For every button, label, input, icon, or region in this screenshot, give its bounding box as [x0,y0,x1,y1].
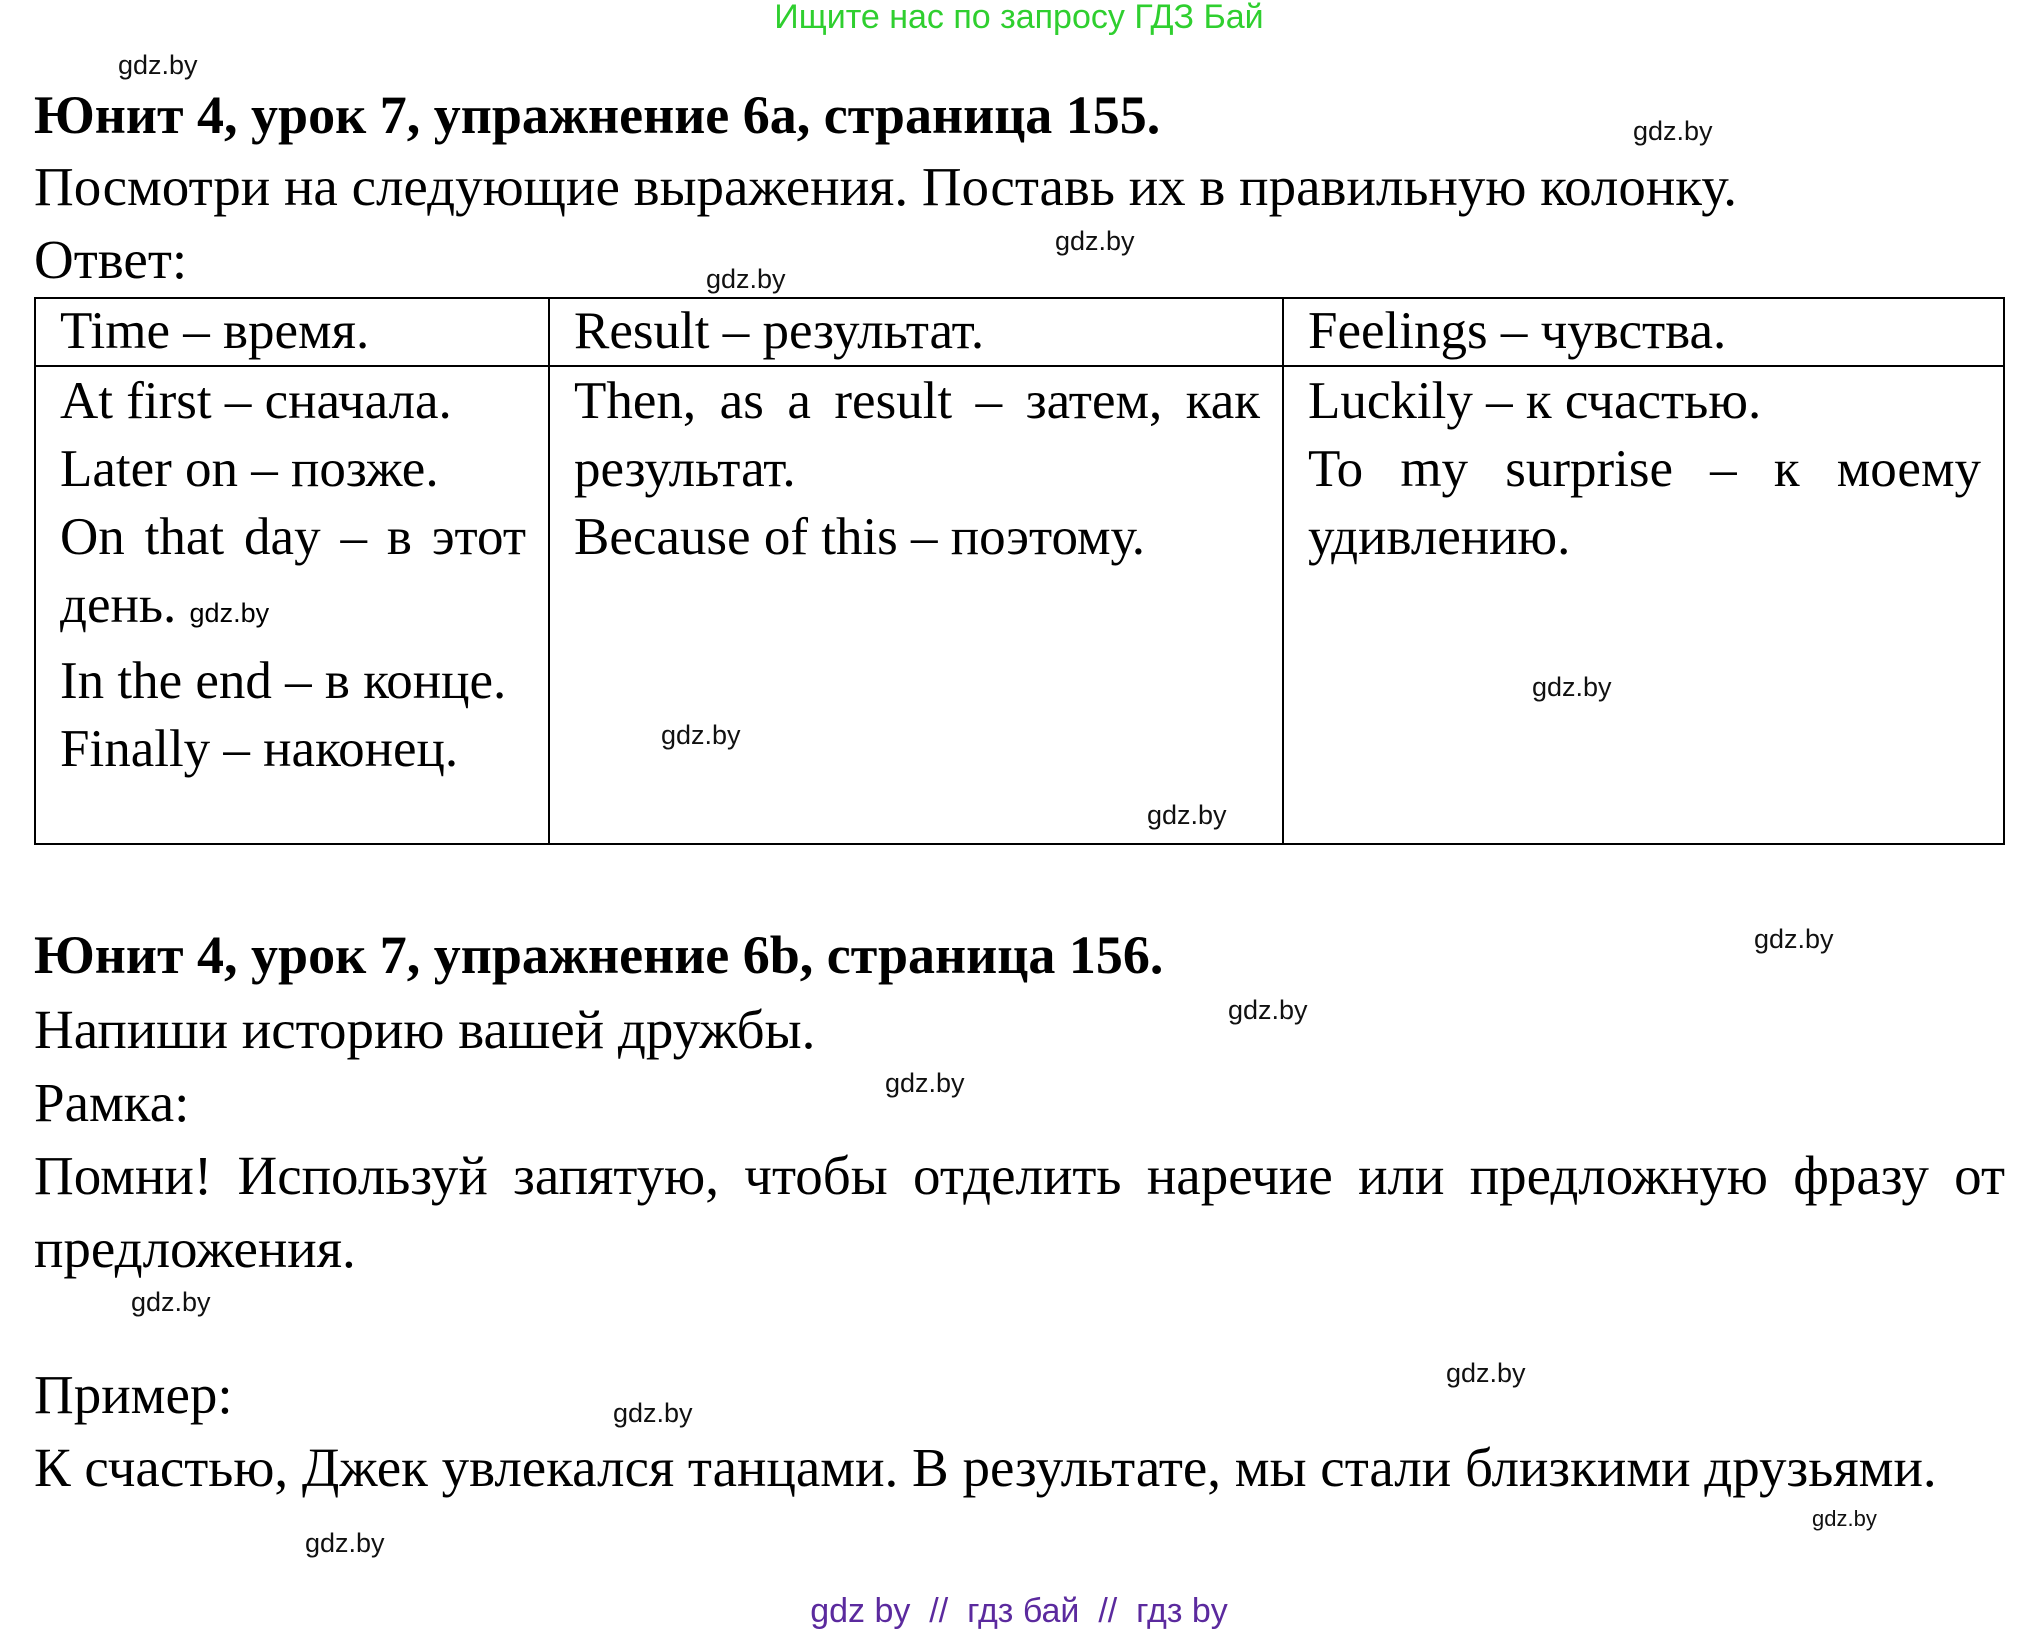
header-result: Result – результат. [549,298,1283,366]
list-item: Because of this – поэтому. [574,508,1145,566]
watermark: gdz.by [1055,226,1135,256]
watermark: gdz.by [1446,1358,1526,1388]
search-banner: Ищите нас по запросу ГДЗ Бай [774,0,1264,36]
reminder-text: Помни! Используй запятую, чтобы отделить наречие или предложную фразу от предложения. [34,1145,2005,1279]
watermark: gdz.by [1754,924,1834,954]
watermark: gdz.by [1633,116,1713,146]
list-item: At first – сначала. [60,372,452,430]
list-item: Then, as a result – затем, как результат. [574,372,1260,498]
section2-instruction: Напиши историю вашей дружбы. [34,999,816,1060]
watermark: gdz.by [1228,995,1308,1025]
watermark: gdz.by [885,1068,965,1098]
example-text: К счастью, Джек увлекался танцами. В результате, мы стали близкими друзьями. [34,1437,1937,1498]
example-label: Пример: [34,1364,233,1425]
watermark: gdz.by [131,1287,211,1317]
table-header-row [35,298,2004,366]
watermark: gdz.by [118,50,198,80]
feelings-cell [1283,366,2004,844]
watermark: gdz.by [661,720,741,750]
watermark: gdz.by [706,264,786,294]
header-time: Time – время. [35,298,549,366]
list-item [60,503,526,647]
list-item: Finally – наконец. [60,720,459,778]
footer-links[interactable]: gdz by // гдз бай // гдз by [810,1592,1228,1630]
list-item: To my surprise – к моему удивлению. [1308,440,1981,566]
watermark: gdz.by [305,1528,385,1558]
watermark: gdz.by [1812,1506,1877,1531]
watermark: gdz.by [189,598,270,628]
section2-title: Юнит 4, урок 7, упражнение 6b, страница 156. [34,925,1164,985]
watermark: gdz.by [1147,800,1227,830]
result-cell [549,366,1283,844]
watermark: gdz.by [1532,672,1612,702]
list-item: In the end – в конце. [60,652,507,710]
answer-table [34,297,2005,845]
list-item: Luckily – к счастью. [1308,372,1762,430]
answer-label: Ответ: [34,229,188,290]
frame-label: Рамка: [34,1072,190,1133]
header-feelings: Feelings – чувства. [1283,298,2004,366]
list-item: Later on – позже. [60,440,439,498]
watermark: gdz.by [613,1398,693,1428]
item-text: On that day – в этот день. [60,508,526,634]
time-cell [35,366,549,844]
section1-instruction: Посмотри на следующие выражения. Поставь их в правильную колонку. [34,156,1737,217]
section1-title: Юнит 4, урок 7, упражнение 6а, страница 155. [34,85,1161,145]
table-row [35,366,2004,844]
